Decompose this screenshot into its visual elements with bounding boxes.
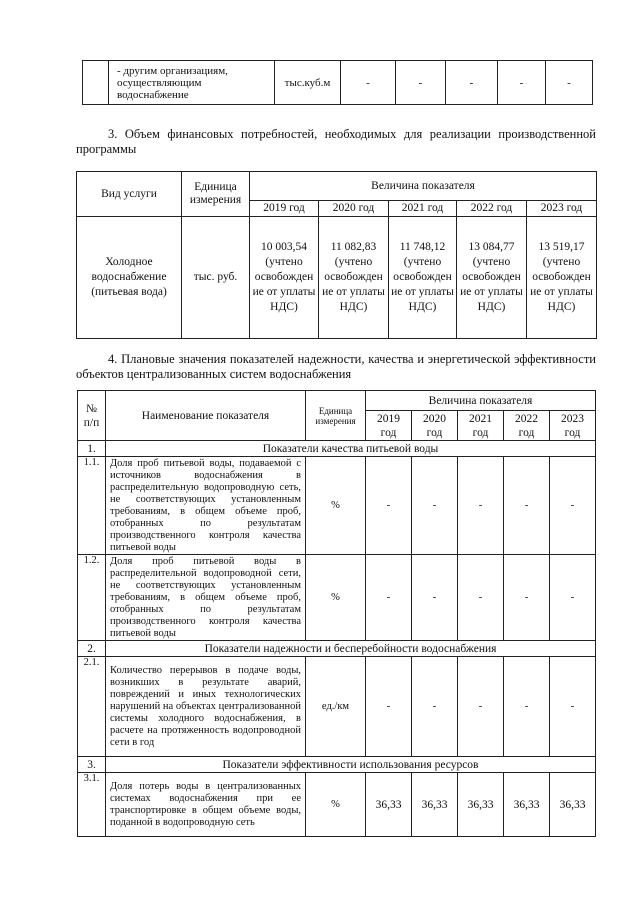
header-year: 2020 год — [319, 201, 389, 217]
row-value: - — [458, 555, 504, 641]
row-value: - — [550, 457, 596, 555]
table-cell-value: - — [341, 61, 396, 105]
cell-value: 10 003,54 (учтено освобожден ие от уплаты НДС) — [250, 217, 319, 339]
table-row — [83, 61, 593, 105]
section-4-heading: 4. Плановые значения показателей надежности, качества и энергетической эффективности объектов централизованных систем водоснабжения — [76, 352, 596, 381]
header-year: 2019 год — [366, 411, 412, 441]
header-year: 2021 год — [389, 201, 457, 217]
section-num: 1. — [78, 441, 106, 457]
section-row — [78, 441, 596, 457]
section-title: Показатели эффективности использования ресурсов — [106, 757, 596, 773]
section-row — [78, 757, 596, 773]
table-row — [78, 657, 596, 757]
row-num: 1.1. — [78, 457, 106, 555]
row-value: - — [412, 457, 458, 555]
indicators-table — [77, 390, 596, 837]
header-num: № п/п — [78, 391, 106, 441]
row-value: - — [458, 457, 504, 555]
header-name: Наименование показателя — [106, 391, 306, 441]
header-value: Величина показателя — [250, 172, 597, 201]
cell-service: Холодное водоснабжение (питьевая вода) — [77, 217, 182, 339]
section-title: Показатели качества питьевой воды — [106, 441, 596, 457]
row-name: Доля потерь воды в централизованных системах водоснабжения при ее транспортировке в общем объеме воды, поданной в водопроводную сеть — [106, 773, 306, 837]
row-unit: % — [306, 773, 366, 837]
header-unit: Единица измерения — [306, 391, 366, 441]
row-value: - — [550, 555, 596, 641]
row-value: - — [412, 657, 458, 757]
header-year: 2021 год — [458, 411, 504, 441]
header-unit: Единица измерения — [182, 172, 250, 217]
table-cell-value: - — [446, 61, 498, 105]
row-unit: % — [306, 457, 366, 555]
row-value: - — [504, 555, 550, 641]
table-row — [78, 555, 596, 641]
table-row — [77, 217, 597, 339]
row-name: Доля проб питьевой воды в распределительной водопроводной сети, не соответствующих установленным требованиям, в общем объеме проб, отобранных по результатам производственного контроля качества питьевой воды — [106, 555, 306, 641]
row-value: - — [458, 657, 504, 757]
row-num: 2.1. — [78, 657, 106, 757]
table-row — [78, 457, 596, 555]
row-unit: % — [306, 555, 366, 641]
row-value: - — [412, 555, 458, 641]
table-cell-num — [83, 61, 109, 105]
table-header-row — [77, 172, 597, 201]
section-title: Показатели надежности и бесперебойности водоснабжения — [106, 641, 596, 657]
cell-value: 11 748,12 (учтено освобожден ие от уплаты НДС) — [389, 217, 457, 339]
header-year: 2019 год — [250, 201, 319, 217]
header-year: 2023 год — [527, 201, 597, 217]
row-value: 36,33 — [550, 773, 596, 837]
row-value: - — [366, 457, 412, 555]
row-num: 3.1. — [78, 773, 106, 837]
cell-value: 13 519,17 (учтено освобожден ие от уплаты НДС) — [527, 217, 597, 339]
row-unit: ед./км — [306, 657, 366, 757]
financial-needs-table — [76, 171, 597, 339]
row-value: - — [550, 657, 596, 757]
table-continuation — [82, 60, 593, 105]
row-value: 36,33 — [412, 773, 458, 837]
header-year: 2023 год — [550, 411, 596, 441]
table-cell-value: - — [396, 61, 446, 105]
row-value: - — [366, 555, 412, 641]
section-3-heading: 3. Объем финансовых потребностей, необходимых для реализации производственной программы — [76, 127, 596, 156]
table-cell-unit: тыс.куб.м — [275, 61, 341, 105]
row-value: 36,33 — [458, 773, 504, 837]
header-value: Величина показателя — [366, 391, 596, 411]
header-year: 2022 год — [504, 411, 550, 441]
cell-value: 13 084,77 (учтено освобожден ие от уплаты НДС) — [457, 217, 527, 339]
row-value: 36,33 — [504, 773, 550, 837]
table-header-row — [78, 391, 596, 411]
section-row — [78, 641, 596, 657]
row-name: Количество перерывов в подаче воды, возникших в результате аварий, повреждений и иных технологических нарушений на объектах централизованной системы холодного водоснабжения, в расчете на протяженность водопроводной сети в год — [106, 657, 306, 757]
header-year: 2022 год — [457, 201, 527, 217]
row-value: - — [504, 457, 550, 555]
table-cell-value: - — [498, 61, 546, 105]
row-value: 36,33 — [366, 773, 412, 837]
row-value: - — [504, 657, 550, 757]
table-cell-value: - — [546, 61, 593, 105]
header-service: Вид услуги — [77, 172, 182, 217]
table-cell-name: - другим организациям, осуществляющим водоснабжение — [109, 61, 275, 105]
section-num: 2. — [78, 641, 106, 657]
cell-value: 11 082,83 (учтено освобожден ие от уплаты НДС) — [319, 217, 389, 339]
cell-unit: тыс. руб. — [182, 217, 250, 339]
row-name: Доля проб питьевой воды, подаваемой с источников водоснабжения в распределительную водопроводную сеть, не соответствующих установленным требованиям, в общем объеме проб, отобранных по результатам производственного контроля качества питьевой воды — [106, 457, 306, 555]
header-year: 2020 год — [412, 411, 458, 441]
table-row — [78, 773, 596, 837]
section-num: 3. — [78, 757, 106, 773]
row-num: 1.2. — [78, 555, 106, 641]
row-value: - — [366, 657, 412, 757]
